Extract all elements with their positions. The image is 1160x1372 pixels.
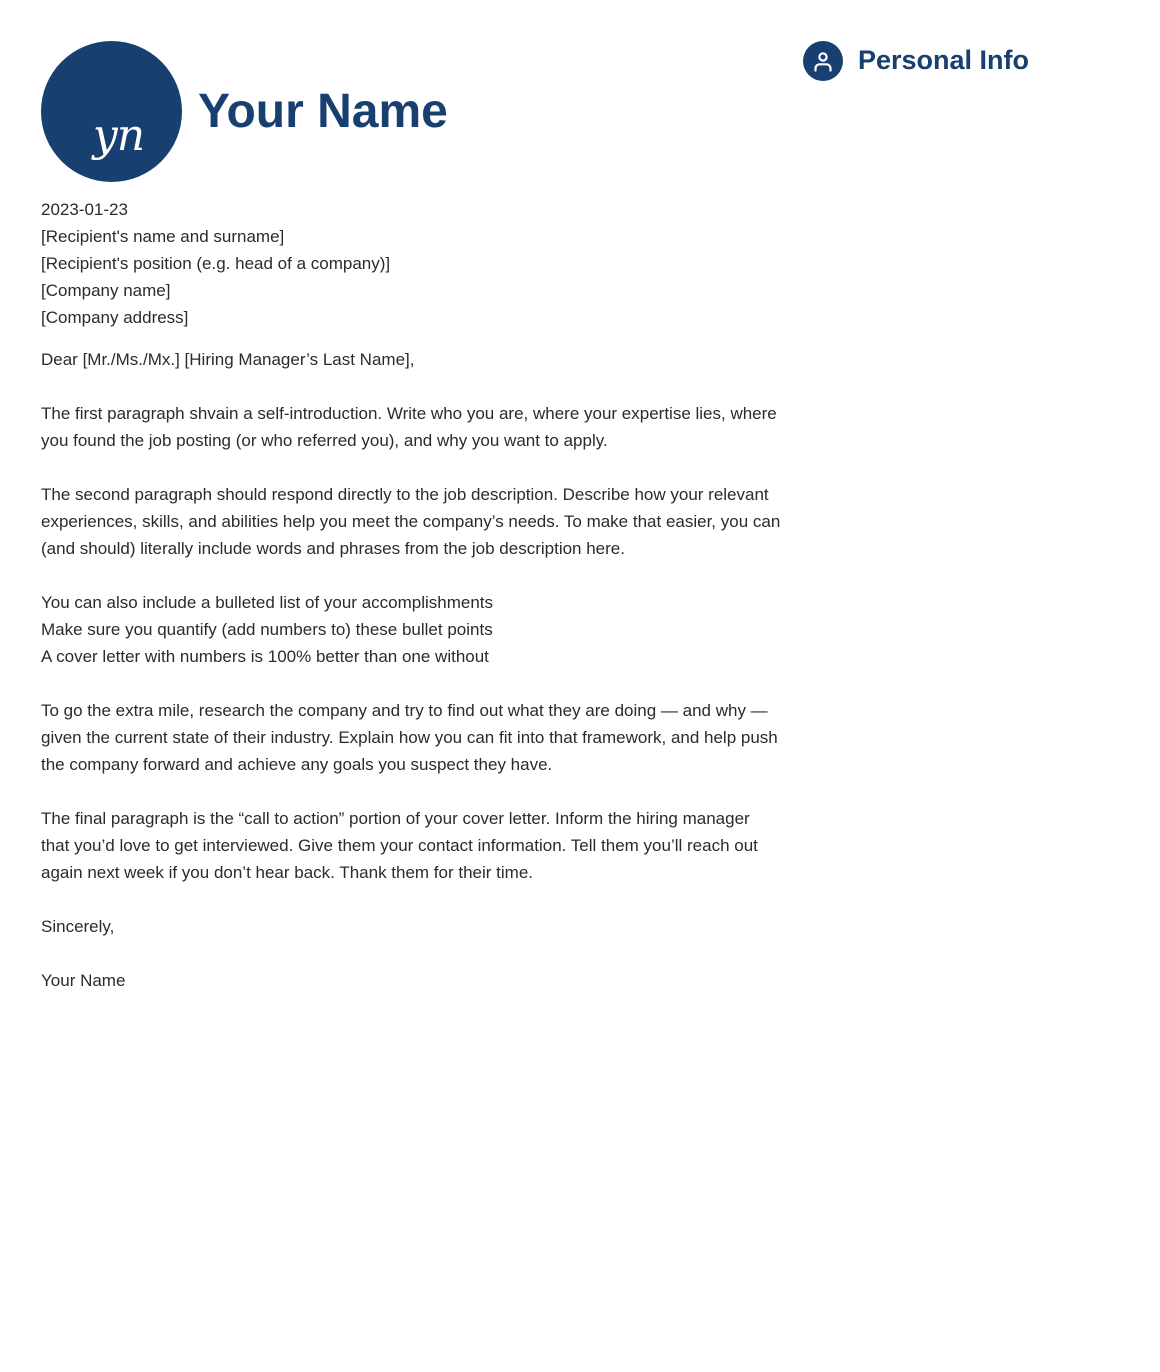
letter-body <box>41 196 781 994</box>
recipient-position: [Recipient's position (e.g. head of a company)] <box>41 254 391 273</box>
recipient-name: [Recipient's name and surname] <box>41 227 285 246</box>
personal-info-title: Personal Info <box>858 45 1030 75</box>
company-address: [Company address] <box>41 308 189 327</box>
applicant-name: Your Name <box>198 85 448 138</box>
monogram-avatar <box>41 41 182 182</box>
list-item: Make sure you quantify (add numbers to) these bullet points <box>41 620 493 639</box>
signature: Your Name <box>41 971 126 990</box>
paragraph-job-description: The second paragraph should respond directly to the job description. Describe how your relevant experiences, skills, and abilities help you meet the company’s needs. To make that easier, you can (and should) literally include words and phrases from the job description here. <box>41 485 781 558</box>
paragraph-company-research: To go the extra mile, research the company and try to find out what they are doing — and why — given the current state of their industry. Explain how you can fit into that framework, and help push the company forward and achieve any goals you suspect they have. <box>41 701 778 774</box>
closing: Sincerely, <box>41 917 115 936</box>
accomplishments-list <box>41 589 781 670</box>
paragraph-call-to-action: The final paragraph is the “call to action” portion of your cover letter. Inform the hiring manager that you’d love to get interviewed. Give them your contact information. Tell them you’ll reach out again next week if you don’t hear back. Thank them for their time. <box>41 809 758 882</box>
paragraph-introduction: The first paragraph shvain a self-introduction. Write who you are, where your expertise lies, where you found the job posting (or who referred you), and why you want to apply. <box>41 404 777 450</box>
company-name: [Company name] <box>41 281 171 300</box>
letter-date: 2023-01-23 <box>41 200 128 219</box>
monogram-initials: yn <box>92 110 145 161</box>
list-item: A cover letter with numbers is 100% better than one without <box>41 647 489 666</box>
list-item: You can also include a bulleted list of your accomplishments <box>41 593 494 612</box>
salutation: Dear [Mr./Ms./Mx.] [Hiring Manager’s Last Name], <box>41 350 415 369</box>
personal-info-heading <box>803 40 1029 81</box>
user-icon <box>803 41 843 81</box>
